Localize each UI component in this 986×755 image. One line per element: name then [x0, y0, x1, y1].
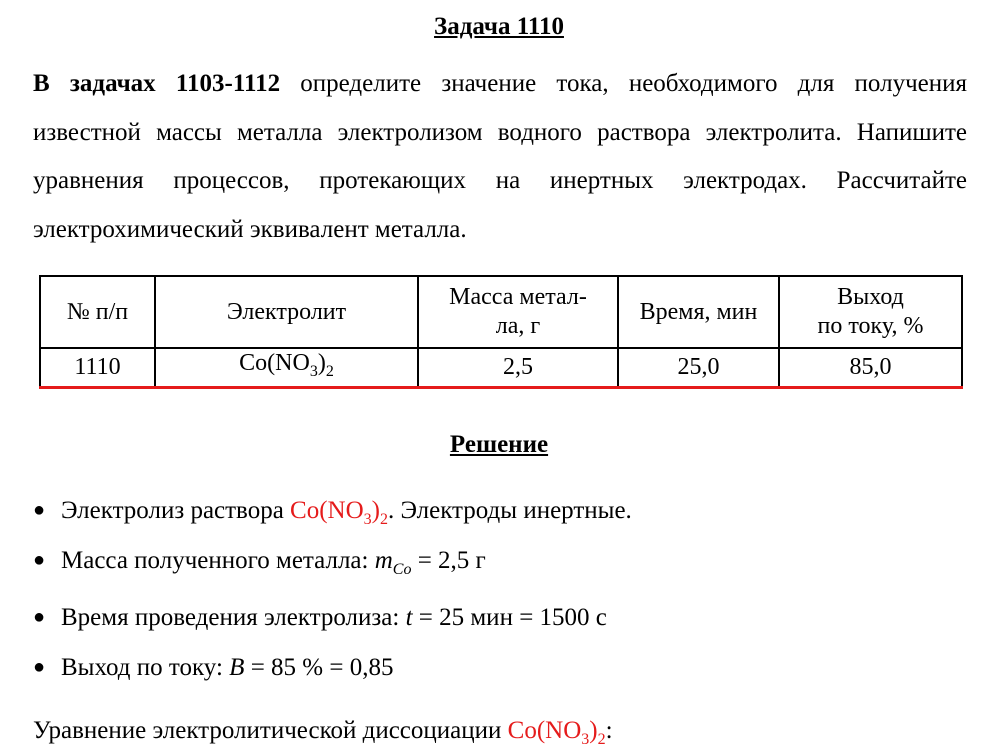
problem-text: определите значение тока, необходимого для получения известной массы металла электролизом водного раствора электролита. Напишите уравнения процессов, протекающих на инертных электродах. Рассчитайте электрохимический эквивалент металла. [33, 70, 968, 243]
data-table [39, 275, 963, 389]
header-time: Время, мин [618, 276, 779, 348]
cell-electrolyte: $Co(NO_3)_2$ [155, 348, 418, 387]
solution-title: Решение [449, 431, 549, 458]
bullet-dot-icon: ● [33, 606, 46, 628]
bullet-dot-icon: ● [33, 656, 46, 678]
header-mass: Масса метал- ла, г [418, 276, 618, 348]
cell-mass: 2,5 [418, 348, 618, 387]
bullet-time: ● Время проведения электролиза: t = 25 мин = 1500 с [33, 604, 607, 631]
bullet-dot-icon: ● [33, 499, 46, 521]
header-electrolyte: Электролит [155, 276, 418, 348]
bullet-mass: ● Масса полученного металла: $m_{Co} = 2,5$ г [33, 547, 486, 578]
table-row [40, 348, 962, 387]
problem-title: Задача 1110 [434, 13, 564, 40]
problem-statement [33, 60, 967, 254]
problem-range: В задачах 1103-1112 [33, 70, 281, 97]
cell-time: 25,0 [618, 348, 779, 387]
cell-yield: 85,0 [779, 348, 962, 387]
cell-num: 1110 [40, 348, 155, 387]
header-num: № п/п [40, 276, 155, 348]
formula-electrolyte: $Co(NO_3)_2$ [290, 497, 388, 528]
bullet-electrolysis: ● Электролиз раствора $Co(NO_3)_2$. Электроды инертные. [33, 497, 632, 528]
bullet-dot-icon: ● [33, 549, 46, 571]
bullet-yield: ● Выход по току: B = 85 % = 0,85 [33, 654, 394, 681]
formula-electrolyte: $Co(NO_3)_2$ [507, 717, 606, 748]
header-yield: Выход по току, % [779, 276, 962, 348]
table-header-row [40, 276, 962, 348]
dissociation-heading: Уравнение электролитической диссоциации $Co(NO_3)_2$: [33, 717, 613, 748]
